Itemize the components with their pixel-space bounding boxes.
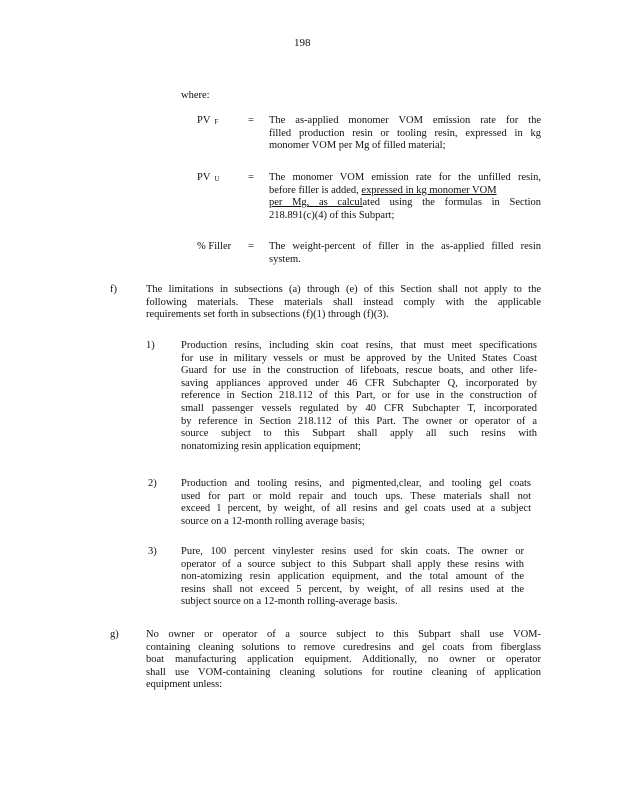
- subitem-1-text: Production resins, including skin coat resins, that must meet specifications for use in military vessels or must be approved by the United States Coast Guard for use in the construction of lifeboats, rescue boats, and other life- saving appliances approved under 46 CFR Subchapter Q, incorporated by reference in Section 218.112 of this Part, or for use in the construction of small passenger vessels regulated by 40 CFR Subchapter T, incorporated by reference in Section 218.112 of this Part. The owner or operator of a source subject to this Subpart shall apply all such resins with nonatomizing resin application equipment;: [181, 340, 537, 452]
- paragraph-f-label: f): [110, 284, 117, 295]
- paragraph-f-text: The limitations in subsections (a) through (e) of this Section shall not apply to the following materials. These materials shall instead comply with the applicable requirements set forth in subsections (f)(1) through (f)(3).: [146, 284, 541, 321]
- definition-filler-text: The weight-percent of filler in the as-applied filled resin system.: [269, 241, 541, 265]
- subitem-2-label: 2): [148, 478, 157, 489]
- definition-filler-equals: =: [248, 241, 254, 252]
- definition-pvf-text: The as-applied monomer VOM emission rate for the filled production resin or tooling resin, expressed in kg monomer VOM per Mg of filled material;: [269, 115, 541, 152]
- subitem-3-label: 3): [148, 546, 157, 557]
- subitem-3-text: Pure, 100 percent vinylester resins used for skin coats. The owner or operator of a source subject to this Subpart shall apply these resins with non-atomizing resin application equipment, and the total amount of the resins shall not exceed 5 percent, by weight, of all resins used at the subject source on a 12-month rolling-average basis.: [181, 546, 524, 608]
- paragraph-g-label: g): [110, 629, 119, 640]
- where-label: where:: [181, 90, 210, 101]
- subitem-2-text: Production and tooling resins, and pigmented,clear, and tooling gel coats used for part or mold repair and touch ups. These materials shall not exceed 1 percent, by weight, of all resins and gel coats used at a subject source on a 12-month rolling average basis;: [181, 478, 531, 527]
- definition-pvu-term: PV $_U$: [197, 172, 220, 183]
- subitem-1-label: 1): [146, 340, 155, 351]
- page-number: 198: [294, 37, 311, 49]
- paragraph-g-text: No owner or operator of a source subject to this Subpart shall use VOM- containing cleaning solutions to remove curedresins and gel coats from fiberglass boat manufacturing application equipment. Additionally, no owner or operator shall use VOM-containing cleaning solutions for routine cleaning of application equipment unless:: [146, 629, 541, 691]
- definition-pvf-term: PV $_F$: [197, 115, 219, 126]
- definition-pvf-equals: =: [248, 115, 254, 126]
- definition-filler-term: % Filler: [197, 241, 232, 252]
- definition-pvu-text: The monomer VOM emission rate for the unfilled resin, before filler is added, expressed in kg monomer VOM per Mg, as calculated using the formulas in Section 218.891(c)(4) of this Subpart;: [269, 172, 541, 221]
- definition-pvu-equals: =: [248, 172, 254, 183]
